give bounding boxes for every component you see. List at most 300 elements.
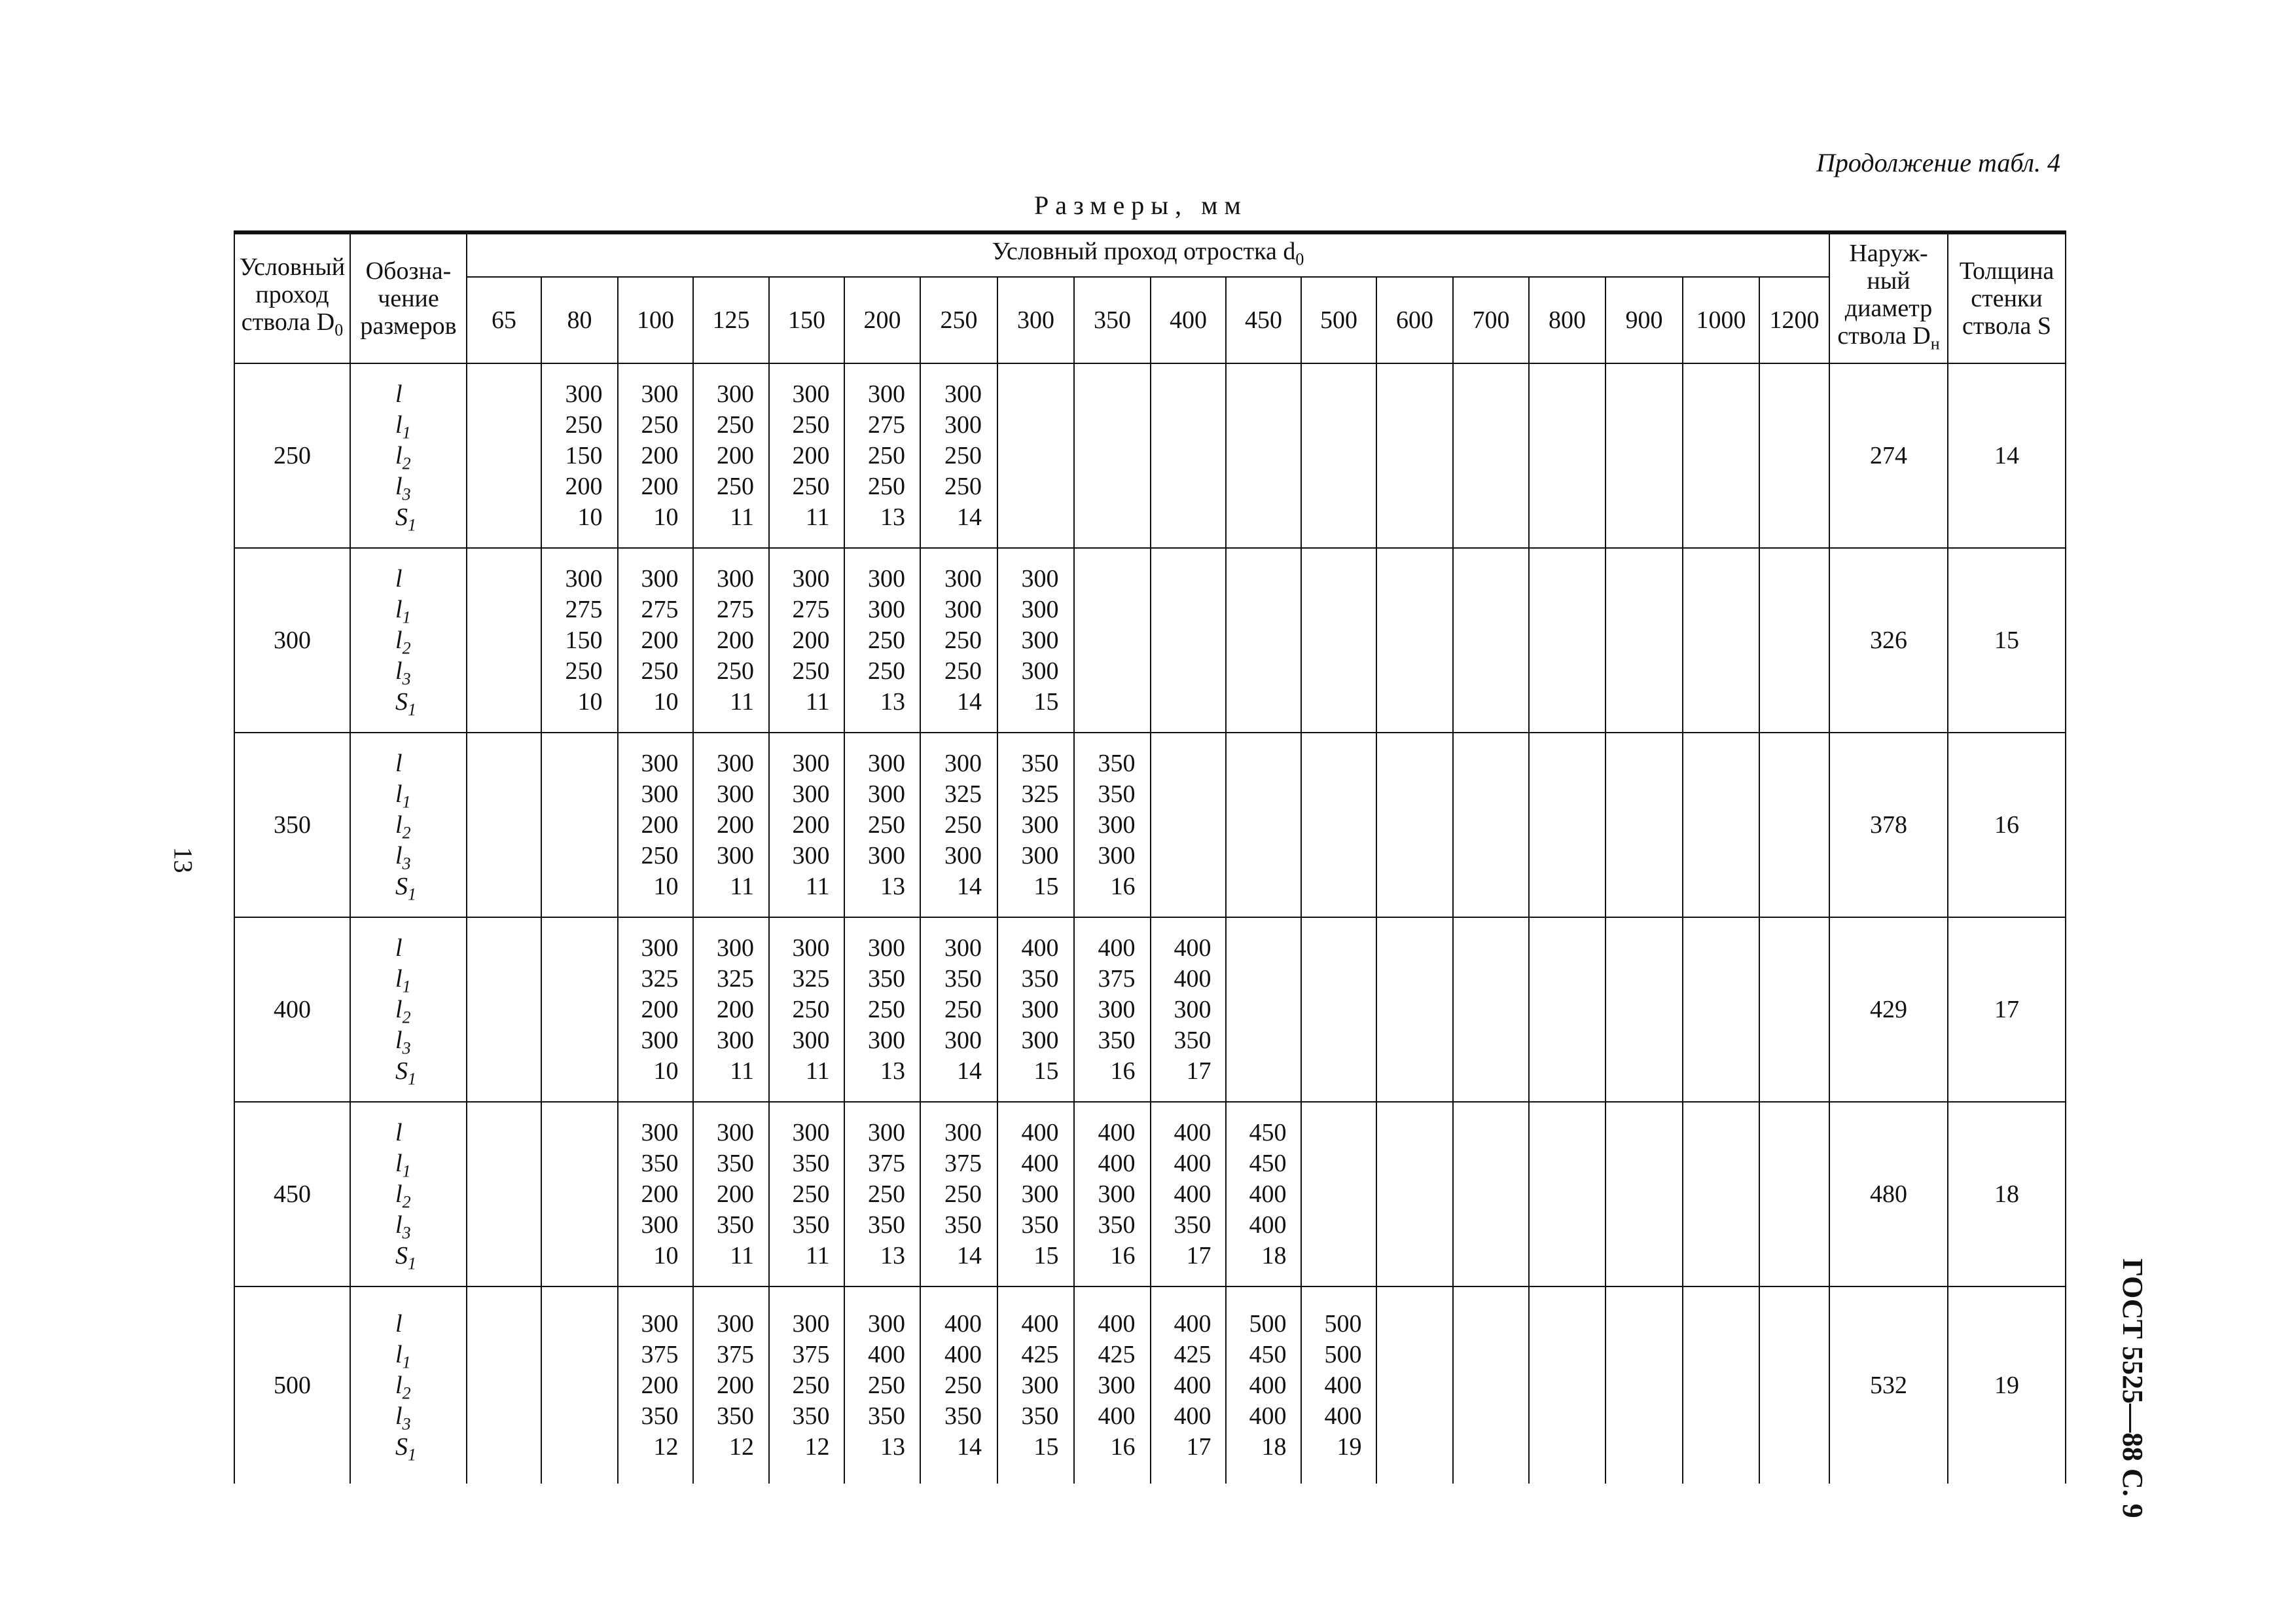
designation-symbol: $l_1$ (395, 780, 411, 812)
value-cell (1074, 363, 1151, 548)
value-cell (467, 363, 541, 548)
value-cell (1376, 363, 1453, 548)
dimension-value: 300 (1098, 1371, 1136, 1399)
value-cell (920, 917, 997, 1102)
value-cell (997, 363, 1074, 548)
main-bore-header: Условный проход ствола $D_0$ (234, 232, 350, 363)
dimension-value: 400 (1098, 934, 1136, 962)
dimension-value: 13 (880, 1241, 905, 1269)
dimension-value: 14 (957, 503, 982, 531)
dimension-value: 300 (717, 841, 754, 869)
value-cell (693, 1286, 769, 1484)
dimension-value: 250 (944, 441, 982, 469)
value-cell (1453, 1286, 1529, 1484)
dimension-value: 250 (868, 811, 905, 839)
dimension-value: 250 (792, 657, 830, 685)
dimension-value: 300 (792, 780, 830, 808)
sizes-caption: Размеры, мм (1034, 191, 1247, 220)
value-cell (1759, 1286, 1829, 1484)
dimension-value: 400 (1021, 1149, 1059, 1177)
wall-thickness-header: Толщина стенки ствола S (1948, 232, 2066, 363)
dimension-value: 350 (1174, 1211, 1211, 1239)
designation-symbol: $l_3$ (395, 1026, 411, 1058)
dimension-value: 10 (577, 687, 603, 716)
dimension-value: 11 (805, 1057, 830, 1085)
dimension-value: 350 (1098, 1026, 1136, 1054)
designation-symbol: $S_1$ (395, 687, 416, 720)
dimension-value: 300 (641, 934, 679, 962)
dimension-value: 250 (868, 995, 905, 1023)
branch-bore-header: Условный проход отростка $d_0$ (467, 232, 1829, 277)
dimension-value: 17 (1186, 1241, 1211, 1269)
wall-thickness-cell: 14 (1948, 363, 2066, 548)
dimension-value: 11 (805, 1241, 830, 1269)
branch-size-header: 125 (693, 277, 769, 363)
dimension-value: 300 (868, 749, 905, 777)
dimension-value: 300 (1174, 995, 1211, 1023)
dimension-value: 500 (1324, 1309, 1362, 1338)
dimension-value: 300 (717, 934, 754, 962)
dimension-value: 300 (944, 380, 982, 408)
dimension-value: 375 (792, 1340, 830, 1368)
value-cell (997, 1286, 1074, 1484)
dimension-value: 275 (717, 595, 754, 623)
dimension-value: 14 (957, 872, 982, 900)
dimension-value: 300 (641, 1118, 679, 1146)
dimension-value: 15 (1033, 1057, 1059, 1085)
value-cell (920, 733, 997, 917)
branch-size-header: 100 (618, 277, 693, 363)
dimension-value: 200 (641, 441, 679, 469)
table-row (234, 363, 2066, 548)
dimension-value: 350 (1098, 780, 1136, 808)
branch-size-header: 450 (1226, 277, 1301, 363)
dimension-value: 200 (717, 995, 754, 1023)
value-cell (1683, 733, 1759, 917)
value-cell (541, 733, 618, 917)
dimension-value: 16 (1110, 1057, 1136, 1085)
dimension-value: 300 (641, 1026, 679, 1054)
value-cell (693, 548, 769, 733)
wall-thickness-cell: 15 (1948, 548, 2066, 733)
dimension-value: 300 (944, 410, 982, 439)
value-cell (618, 733, 693, 917)
value-cell (997, 548, 1074, 733)
dimension-value: 200 (792, 441, 830, 469)
dimension-value: 325 (1021, 780, 1059, 808)
value-cell (1683, 548, 1759, 733)
value-cell (1453, 917, 1529, 1102)
designation-symbol: $l_3$ (395, 841, 411, 873)
table-continuation-label: Продолжение табл. 4 (1816, 148, 2060, 177)
dimension-value: 11 (730, 687, 754, 716)
value-cell (920, 1286, 997, 1484)
value-cell (541, 917, 618, 1102)
dimension-value: 300 (868, 841, 905, 869)
dimension-value: 10 (653, 1241, 679, 1269)
dimension-value: 300 (792, 380, 830, 408)
value-cell (1074, 917, 1151, 1102)
dimension-value: 400 (1174, 1371, 1211, 1399)
dimension-value: 375 (1098, 964, 1136, 993)
dimensions-table (234, 230, 2066, 1484)
dimension-value: 350 (868, 964, 905, 993)
dimension-value: 300 (792, 1026, 830, 1054)
dimension-value: 250 (868, 441, 905, 469)
value-cell (1453, 733, 1529, 917)
dimension-value: 250 (944, 472, 982, 500)
value-cell (769, 1102, 844, 1286)
designation-symbol: $l_3$ (395, 657, 411, 689)
dimension-value: 350 (717, 1149, 754, 1177)
dimension-value: 400 (1098, 1309, 1136, 1338)
dimension-value: 200 (717, 626, 754, 654)
value-cell (1376, 548, 1453, 733)
value-cell (769, 1286, 844, 1484)
dimension-value: 400 (1249, 1211, 1287, 1239)
dimension-value: 300 (641, 1309, 679, 1338)
branch-size-header: 65 (467, 277, 541, 363)
dimension-value: 250 (944, 626, 982, 654)
outer-diameter-cell: 274 (1829, 363, 1948, 548)
dimension-value: 200 (717, 1371, 754, 1399)
dimension-value: 350 (1021, 964, 1059, 993)
dimension-value: 16 (1110, 1241, 1136, 1269)
designation-symbol: $l_1$ (395, 1340, 411, 1372)
dimension-value: 250 (641, 410, 679, 439)
wall-thickness-cell: 17 (1948, 917, 2066, 1102)
dimension-value: 250 (565, 410, 603, 439)
value-cell (1605, 548, 1683, 733)
dimension-value: 300 (1021, 626, 1059, 654)
dimension-value: 300 (1021, 1371, 1059, 1399)
dimension-value: 300 (1098, 811, 1136, 839)
dimension-value: 300 (792, 841, 830, 869)
dimension-value: 200 (792, 811, 830, 839)
branch-size-header: 1200 (1759, 277, 1829, 363)
dimension-value: 350 (944, 1211, 982, 1239)
dimension-value: 12 (729, 1432, 754, 1461)
value-cell (844, 1286, 920, 1484)
main-bore-cell: 300 (234, 548, 350, 733)
value-cell (467, 1102, 541, 1286)
dimension-value: 425 (1098, 1340, 1136, 1368)
designation-symbol: $S_1$ (395, 1241, 416, 1273)
dimension-value: 14 (957, 1057, 982, 1085)
dimension-value: 14 (957, 1241, 982, 1269)
value-cell (1376, 917, 1453, 1102)
dimension-value: 250 (792, 995, 830, 1023)
dimension-value: 375 (717, 1340, 754, 1368)
table-row (234, 733, 2066, 917)
value-cell (1226, 917, 1301, 1102)
dimension-value: 350 (641, 1402, 679, 1430)
designation-symbol: $S_1$ (395, 1432, 416, 1465)
value-cell (618, 917, 693, 1102)
dimension-value: 300 (1098, 1180, 1136, 1208)
dimension-value: 400 (1174, 964, 1211, 993)
dimension-value: 300 (868, 780, 905, 808)
dimension-value: 375 (868, 1149, 905, 1177)
value-cell (1226, 733, 1301, 917)
dimension-value: 250 (868, 657, 905, 685)
value-cell (920, 548, 997, 733)
dimension-value: 11 (805, 687, 830, 716)
value-cell (1605, 1286, 1683, 1484)
standard-reference: ГОСТ 5525—88 С. 9 (2116, 1258, 2149, 1518)
dimension-value: 300 (868, 380, 905, 408)
dimension-value: 325 (792, 964, 830, 993)
dimension-value: 350 (792, 1211, 830, 1239)
dimension-value: 400 (1098, 1118, 1136, 1146)
main-bore-cell: 350 (234, 733, 350, 917)
dimension-value: 400 (1021, 1118, 1059, 1146)
value-cell (1683, 363, 1759, 548)
value-cell (1151, 548, 1226, 733)
value-cell (844, 733, 920, 917)
dimension-value: 250 (868, 1180, 905, 1208)
dimension-value: 250 (944, 1180, 982, 1208)
dimension-value: 300 (868, 1309, 905, 1338)
dimension-value: 325 (944, 780, 982, 808)
dimension-value: 350 (641, 1149, 679, 1177)
dimension-value: 400 (1324, 1371, 1362, 1399)
designation-symbol: $l_1$ (395, 410, 411, 443)
dimension-value: 350 (717, 1211, 754, 1239)
designation-symbol: $l_1$ (395, 1149, 411, 1181)
dimension-value: 350 (1021, 1402, 1059, 1430)
dimension-value: 300 (1021, 1180, 1059, 1208)
outer-diameter-cell: 378 (1829, 733, 1948, 917)
dimension-value: 250 (792, 472, 830, 500)
dimension-value: 300 (1021, 1026, 1059, 1054)
dimension-value: 13 (880, 687, 905, 716)
value-cell (1759, 733, 1829, 917)
dimension-value: 200 (792, 626, 830, 654)
dimension-value: 300 (944, 595, 982, 623)
value-cell (1376, 1102, 1453, 1286)
dimension-value: 450 (1249, 1118, 1287, 1146)
branch-size-header: 500 (1301, 277, 1376, 363)
dimension-value: 300 (944, 749, 982, 777)
page-number: 13 (168, 847, 198, 873)
value-cell (693, 733, 769, 917)
dimension-value: 350 (1021, 749, 1059, 777)
dimension-value: 18 (1261, 1241, 1287, 1269)
value-cell (844, 363, 920, 548)
value-cell (467, 1286, 541, 1484)
value-cell (1759, 1102, 1829, 1286)
value-cell (1226, 548, 1301, 733)
dimension-value: 11 (730, 1241, 754, 1269)
value-cell (467, 733, 541, 917)
value-cell (920, 1102, 997, 1286)
value-cell (844, 917, 920, 1102)
designation-symbol: $l_3$ (395, 1402, 411, 1434)
dimension-value: 10 (653, 872, 679, 900)
dimension-value: 300 (792, 749, 830, 777)
dimension-value: 200 (641, 1180, 679, 1208)
branch-size-header: 350 (1074, 277, 1151, 363)
dimension-value: 250 (868, 1371, 905, 1399)
dimension-value: 300 (641, 749, 679, 777)
designation-symbol: $S_1$ (395, 872, 416, 904)
dimension-value: 275 (792, 595, 830, 623)
value-cell (618, 548, 693, 733)
dimension-value: 200 (641, 1371, 679, 1399)
dimension-value: 300 (944, 1026, 982, 1054)
dimension-value: 250 (944, 657, 982, 685)
dimension-value: 11 (730, 1057, 754, 1085)
dimension-value: 300 (792, 564, 830, 593)
dimension-value: 375 (944, 1149, 982, 1177)
dimension-value: 400 (1249, 1371, 1287, 1399)
designation-symbol: l (395, 564, 403, 593)
dimension-value: 375 (641, 1340, 679, 1368)
dimension-value: 250 (868, 626, 905, 654)
designation-cell (350, 917, 467, 1102)
designation-symbol: $l_2$ (395, 995, 411, 1027)
value-cell (997, 1102, 1074, 1286)
dimension-value: 300 (868, 1026, 905, 1054)
value-cell (1301, 1286, 1376, 1484)
branch-size-header: 400 (1151, 277, 1226, 363)
dimension-value: 275 (641, 595, 679, 623)
designation-symbol: l (395, 1118, 403, 1146)
value-cell (1605, 363, 1683, 548)
dimension-value: 13 (880, 872, 905, 900)
value-cell (1226, 363, 1301, 548)
dimension-value: 425 (1021, 1340, 1059, 1368)
dimension-value: 400 (1098, 1149, 1136, 1177)
dimension-value: 14 (957, 687, 982, 716)
value-cell (920, 363, 997, 548)
dimension-value: 400 (1021, 1309, 1059, 1338)
value-cell (1151, 917, 1226, 1102)
value-cell (1605, 1102, 1683, 1286)
value-cell (467, 917, 541, 1102)
outer-diameter-cell: 532 (1829, 1286, 1948, 1484)
dimension-value: 300 (868, 564, 905, 593)
value-cell (1226, 1102, 1301, 1286)
dimension-value: 16 (1110, 872, 1136, 900)
dimension-value: 300 (717, 749, 754, 777)
dimension-value: 11 (730, 503, 754, 531)
dimension-value: 11 (805, 872, 830, 900)
branch-size-header: 250 (920, 277, 997, 363)
outer-diameter-cell: 326 (1829, 548, 1948, 733)
dimension-value: 250 (717, 657, 754, 685)
dimension-value: 300 (1021, 841, 1059, 869)
value-cell (1074, 733, 1151, 917)
value-cell (1074, 1102, 1151, 1286)
branch-size-header: 150 (769, 277, 844, 363)
dimension-value: 17 (1186, 1057, 1211, 1085)
value-cell (997, 733, 1074, 917)
dimension-value: 15 (1033, 1432, 1059, 1461)
dimension-value: 400 (1174, 1402, 1211, 1430)
value-cell (1151, 1286, 1226, 1484)
designation-symbol: $l_3$ (395, 1211, 411, 1243)
dimension-value: 300 (1098, 995, 1136, 1023)
value-cell (1605, 733, 1683, 917)
dimension-value: 200 (641, 626, 679, 654)
dimension-value: 300 (1021, 595, 1059, 623)
value-cell (1453, 363, 1529, 548)
value-cell (1301, 548, 1376, 733)
designation-cell (350, 1102, 467, 1286)
dimension-value: 300 (641, 380, 679, 408)
value-cell (693, 1102, 769, 1286)
dimension-value: 350 (1174, 1026, 1211, 1054)
dimension-value: 400 (1249, 1180, 1287, 1208)
dimension-value: 12 (653, 1432, 679, 1461)
main-bore-cell: 500 (234, 1286, 350, 1484)
dimension-value: 200 (717, 1180, 754, 1208)
dimension-value: 325 (641, 964, 679, 993)
dimension-value: 300 (717, 780, 754, 808)
designation-symbol: l (395, 380, 403, 408)
dimension-value: 300 (868, 934, 905, 962)
branch-size-header: 900 (1605, 277, 1683, 363)
branch-size-header: 300 (997, 277, 1074, 363)
branch-size-header: 600 (1376, 277, 1453, 363)
value-cell (1759, 917, 1829, 1102)
dimension-value: 250 (641, 841, 679, 869)
dimension-value: 300 (944, 934, 982, 962)
main-bore-cell: 250 (234, 363, 350, 548)
outer-diameter-cell: 480 (1829, 1102, 1948, 1286)
value-cell (1151, 363, 1226, 548)
value-cell (769, 733, 844, 917)
value-cell (1376, 1286, 1453, 1484)
dimension-value: 400 (1174, 1309, 1211, 1338)
value-cell (1074, 548, 1151, 733)
designation-symbol: l (395, 1309, 403, 1338)
value-cell (1683, 917, 1759, 1102)
value-cell (541, 1286, 618, 1484)
dimension-value: 300 (1021, 564, 1059, 593)
dimension-value: 200 (641, 811, 679, 839)
dimension-value: 19 (1336, 1432, 1362, 1461)
dimension-value: 300 (868, 595, 905, 623)
value-cell (1453, 1102, 1529, 1286)
dimension-value: 200 (717, 811, 754, 839)
branch-size-header: 800 (1529, 277, 1605, 363)
designation-cell (350, 548, 467, 733)
outer-diameter-header: Наруж- ный диаметр ствола $D_н$ (1829, 232, 1948, 363)
dimension-value: 300 (792, 1118, 830, 1146)
designation-symbol: $l_2$ (395, 626, 411, 658)
dimension-value: 350 (944, 1402, 982, 1430)
dimension-value: 300 (717, 1309, 754, 1338)
value-cell (693, 363, 769, 548)
dimension-value: 350 (792, 1149, 830, 1177)
value-cell (1529, 1286, 1605, 1484)
dimension-value: 250 (792, 1371, 830, 1399)
dimension-value: 300 (717, 1118, 754, 1146)
dimension-value: 350 (792, 1402, 830, 1430)
dimension-value: 11 (805, 503, 830, 531)
dimension-value: 10 (653, 687, 679, 716)
dimension-value: 250 (792, 410, 830, 439)
dimension-value: 200 (641, 472, 679, 500)
dimension-value: 300 (1098, 841, 1136, 869)
dimension-value: 250 (641, 657, 679, 685)
header-row-1 (234, 232, 2066, 277)
dimension-value: 15 (1033, 1241, 1059, 1269)
dimension-value: 300 (944, 841, 982, 869)
